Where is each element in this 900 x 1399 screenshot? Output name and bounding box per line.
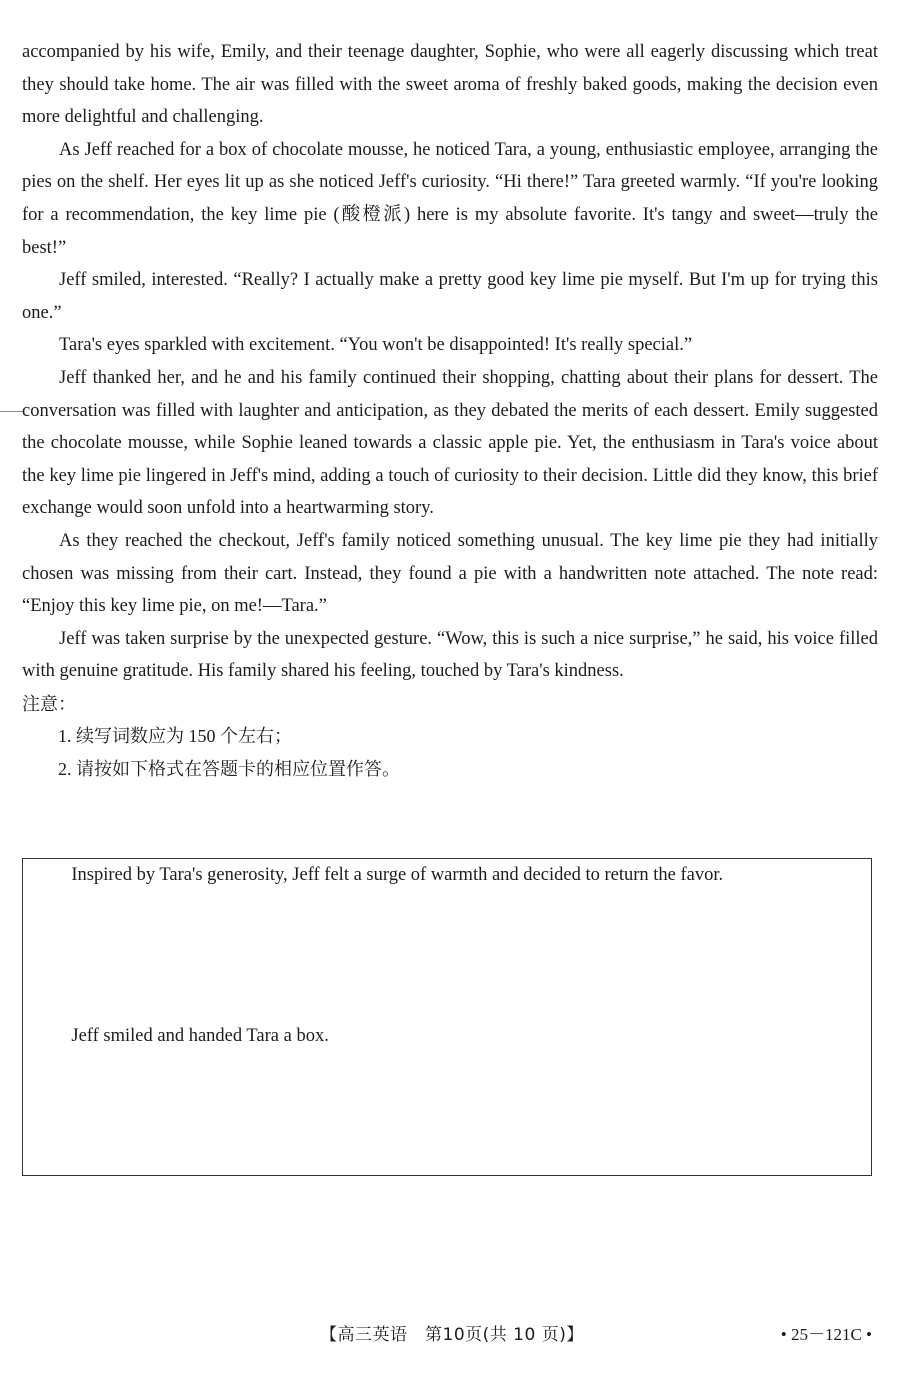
paragraph: As they reached the checkout, Jeff's family noticed something unusual. The key lime pie they had initially chosen was missing from their cart. Instead, they found a pie with a handwritten note attached. The note read: “Enjoy this key lime pie, on me!—Tara.” xyxy=(22,530,878,617)
margin-mark xyxy=(0,411,24,412)
paragraph: Jeff smiled, interested. “Really? I actually make a pretty good key lime pie myself. But I'm up for trying this one.” xyxy=(22,270,878,323)
answer-second-opening-line: Jeff smiled and handed Tara a box. xyxy=(71,1026,329,1046)
paragraph: Tara's eyes sparkled with excitement. “You won't be disappointed! It's really special.” xyxy=(59,335,693,356)
paragraph: accompanied by his wife, Emily, and their teenage daughter, Sophie, who were all eagerly discussing which treat they should take home. The air was filled with the sweet aroma of freshly baked goods, making the decision even more delightful and challenging. xyxy=(22,42,878,128)
note-item: 1. 续写词数应为 150 个左右； xyxy=(58,726,292,747)
answer-opening-line: Inspired by Tara's generosity, Jeff felt a surge of warmth and decided to return the favor. xyxy=(71,865,724,885)
answer-box xyxy=(22,858,872,1176)
notes-title: 注意： xyxy=(22,693,76,714)
footer-code: • 25－121C • xyxy=(780,1325,872,1344)
paragraph: Jeff was taken surprise by the unexpected gesture. “Wow, this is such a nice surprise,” he said, his voice filled with genuine gratitude. His family shared his feeling, touched by Tara's kindness. xyxy=(22,628,878,682)
note-item: 2. 请按如下格式在答题卡的相应位置作答。 xyxy=(58,759,400,780)
paragraph: As Jeff reached for a box of chocolate mousse, he noticed Tara, a young, enthusiastic employee, arranging the pies on the shelf. Her eyes lit up as she noticed Jeff's curiosity. “Hi there!” Tara greeted warmly. “If you're looking for a recommendation, the key lime pie (酸橙派) here is my absolute favorite. It's tangy and sweet—truly the best!” xyxy=(22,139,878,258)
footer-page-info: 【高三英语 第10页(共 10 页)】 xyxy=(320,1325,584,1345)
notes-section xyxy=(22,688,878,786)
paragraph: Jeff thanked her, and he and his family continued their shopping, chatting about their plans for dessert. The conversation was filled with laughter and anticipation, as they debated the merits of each dessert. Emily suggested the chocolate mousse, while Sophie leaned towards a classic apple pie. Yet, the enthusiasm in Tara's voice about the key lime pie lingered in Jeff's mind, adding a touch of curiosity to their decision. Little did they know, this brief exchange would soon unfold into a heartwarming story. xyxy=(22,367,878,519)
passage xyxy=(22,36,878,786)
page-footer xyxy=(0,1320,900,1350)
